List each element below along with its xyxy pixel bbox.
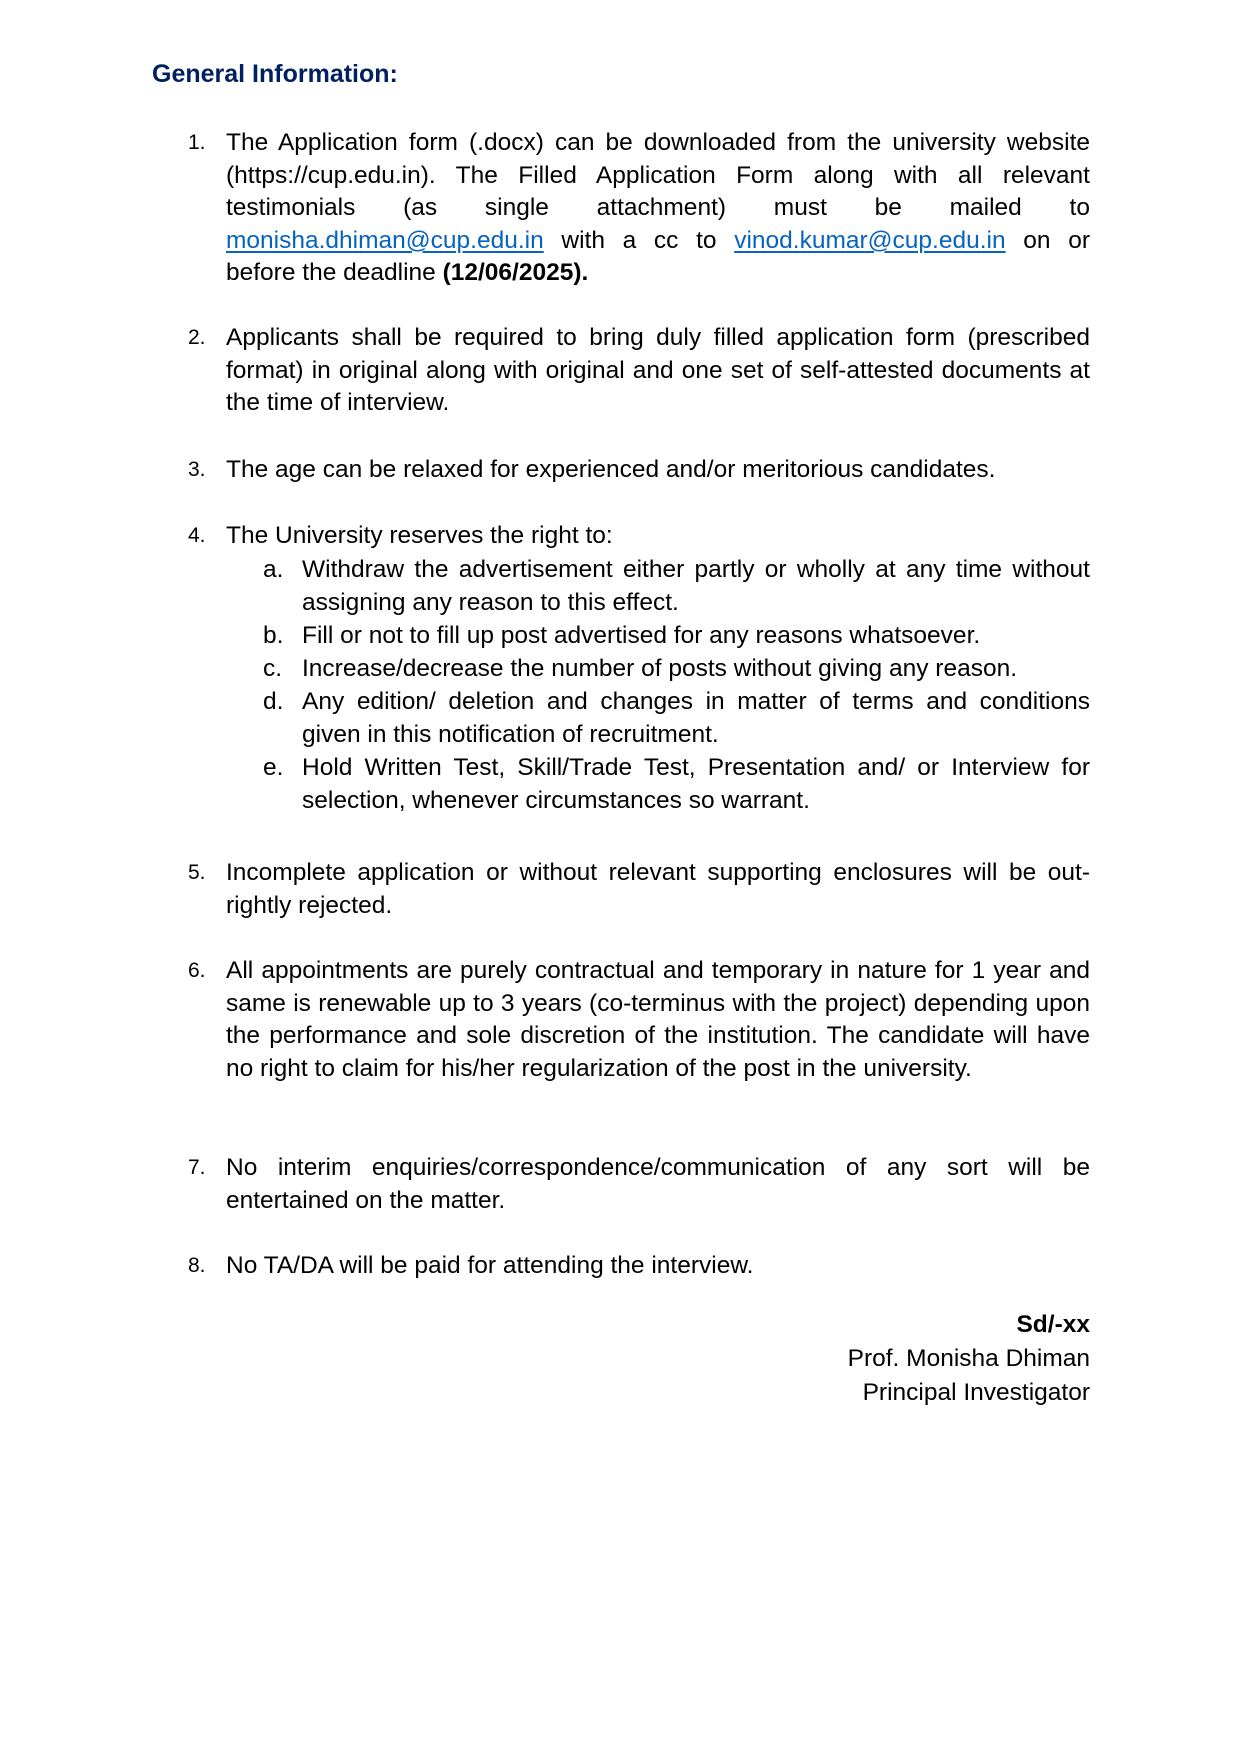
list-item-3	[188, 454, 1090, 487]
list-number: 5.	[188, 861, 206, 884]
list-text: Incomplete application or without relevant supporting enclosures will be out-rightly rejected.	[226, 859, 1090, 919]
sublist-item-d	[263, 685, 1090, 751]
list-item-6	[188, 955, 1090, 1085]
email-link-primary[interactable]: monisha.dhiman@cup.edu.in	[226, 226, 544, 254]
sublist-text: Increase/decrease the number of posts without giving any reason.	[302, 654, 1017, 682]
sublist-item-a	[263, 553, 1090, 619]
text-segment: The Application form (.docx) can be downloaded from the university website (https://cup.edu.in). The Filled Application Form along with all relevant testimonials (as single attachment) must be mailed to	[226, 129, 1090, 221]
list-number: 3.	[188, 458, 206, 481]
list-text: No interim enquiries/correspondence/communication of any sort will be entertained on the matter.	[226, 1154, 1090, 1214]
list-number: 8.	[188, 1254, 206, 1277]
list-item-4	[188, 520, 1090, 817]
sublist-text: Any edition/ deletion and changes in matter of terms and conditions given in this notification of recruitment.	[302, 687, 1090, 748]
email-link-cc[interactable]: vinod.kumar@cup.edu.in	[734, 226, 1006, 254]
list-text: Applicants shall be required to bring duly filled application form (prescribed format) in original along with original and one set of self-attested documents at the time of interview.	[226, 324, 1090, 416]
list-number: 6.	[188, 959, 206, 982]
list-text: The University reserves the right to:	[226, 522, 613, 549]
sublist-item-b	[263, 619, 1090, 652]
section-heading: General Information:	[152, 60, 398, 88]
list-text: All appointments are purely contractual and temporary in nature for 1 year and same is renewable up to 3 years (co-terminus with the project) depending upon the performance and sole discretion of the institution. The candidate will have no right to claim for his/her regularization of the post in the university.	[226, 957, 1090, 1082]
list-number: 1.	[188, 131, 206, 154]
signature-block	[848, 1308, 1090, 1410]
sublist-text: Fill or not to fill up post advertised for any reasons whatsoever.	[302, 621, 981, 649]
sublist	[226, 553, 1090, 817]
signatory-title: Principal Investigator	[862, 1379, 1090, 1406]
list-text: No TA/DA will be paid for attending the interview.	[226, 1252, 754, 1279]
sublist-text: Hold Written Test, Skill/Trade Test, Presentation and/ or Interview for selection, whenever circumstances so warrant.	[302, 753, 1090, 814]
list-text	[226, 127, 1090, 290]
sublist-item-c	[263, 652, 1090, 685]
list-number: 4.	[188, 524, 206, 547]
list-item-5	[188, 857, 1090, 922]
sublist-text: Withdraw the advertisement either partly or wholly at any time without assigning any reason to this effect.	[302, 555, 1090, 616]
signature-mark: Sd/-xx	[1016, 1311, 1090, 1338]
deadline-date: (12/06/2025).	[442, 259, 589, 286]
text-segment: with a cc to	[543, 226, 735, 254]
list-item-8	[188, 1250, 1090, 1283]
list-item-2	[188, 322, 1090, 420]
list-item-1	[188, 127, 1090, 290]
sublist-letter: d.	[263, 687, 284, 715]
text-segment: on or before the deadline	[226, 226, 1090, 286]
list-number: 2.	[188, 326, 206, 349]
sublist-item-e	[263, 751, 1090, 817]
sublist-letter: a.	[263, 555, 284, 583]
list-text: The age can be relaxed for experienced and/or meritorious candidates.	[226, 456, 996, 483]
list-number: 7.	[188, 1156, 206, 1179]
list-item-7	[188, 1152, 1090, 1217]
sublist-letter: c.	[263, 654, 283, 682]
sublist-letter: b.	[263, 621, 284, 649]
sublist-letter: e.	[263, 753, 284, 781]
signatory-name: Prof. Monisha Dhiman	[847, 1345, 1090, 1372]
